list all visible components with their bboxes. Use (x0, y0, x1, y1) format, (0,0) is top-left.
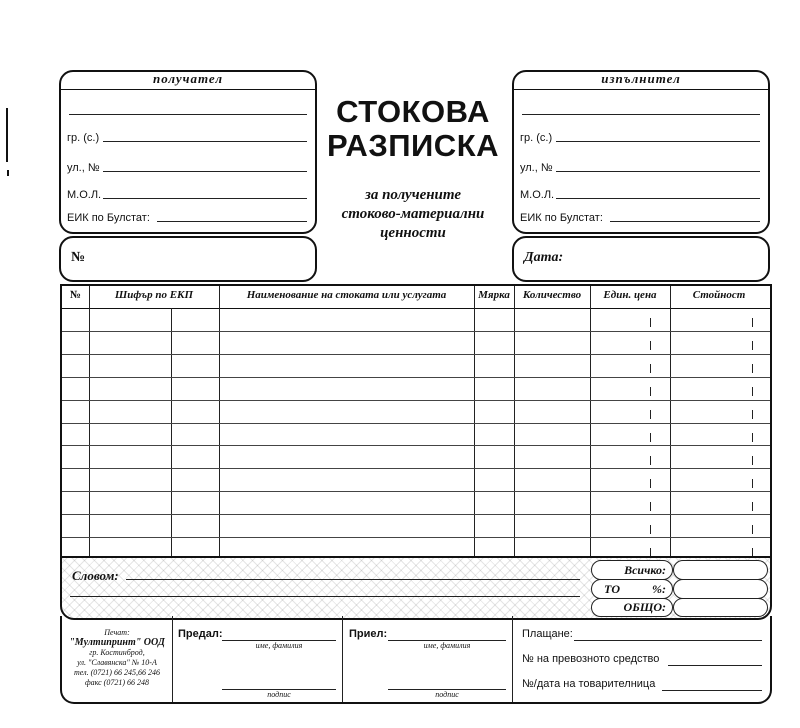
th-price: Един. цена (603, 289, 657, 301)
total-label-pill (591, 598, 673, 617)
receiver-eik-field[interactable] (67, 208, 307, 226)
table-row[interactable] (62, 445, 770, 468)
price-decimal-tick (650, 502, 651, 511)
price-decimal-tick (650, 479, 651, 488)
handed-name-caption: име, фамилия (255, 641, 303, 650)
table-row[interactable] (62, 308, 770, 331)
value-decimal-tick (752, 479, 753, 488)
supplier-eik-label: ЕИК по Булстат: (520, 212, 603, 224)
imprint-line4: ул. "Славянска" № 10-А (77, 658, 157, 667)
table-row[interactable] (62, 491, 770, 514)
value-decimal-tick (752, 387, 753, 396)
supplier-street-label: ул., № (520, 162, 553, 174)
bottom-divider (172, 616, 173, 702)
receiver-name-line[interactable] (69, 114, 307, 115)
price-decimal-tick (650, 410, 651, 419)
supplier-street-field[interactable] (520, 158, 760, 176)
vat-percent: %: (652, 582, 666, 596)
imprint-line3: гр. Костинброд, (89, 648, 145, 657)
th-unit: Мярка (478, 289, 510, 301)
table-row[interactable] (62, 423, 770, 446)
binding-mark-dot (7, 170, 9, 176)
supplier-eik-field[interactable] (520, 208, 760, 226)
document-title-line1: СТОКОВА (336, 94, 490, 129)
value-decimal-tick (752, 502, 753, 511)
receiver-title: получател (152, 71, 224, 86)
vat-value-cell[interactable] (673, 579, 768, 599)
table-row[interactable] (62, 514, 770, 537)
vat-label-pill (591, 579, 673, 599)
all-label-pill (591, 560, 673, 580)
supplier-box (512, 70, 770, 234)
receiver-title-rule (61, 89, 315, 90)
supplier-city-label: гр. (с.) (520, 132, 553, 144)
imprint-line1: Печат: (104, 628, 130, 637)
receiver-street-field[interactable] (67, 158, 307, 176)
value-decimal-tick (752, 318, 753, 327)
value-decimal-tick (752, 433, 753, 442)
receiver-box (59, 70, 317, 234)
payment-label: Плащане: (522, 628, 573, 640)
number-box[interactable] (59, 236, 317, 282)
vehicle-line[interactable] (668, 665, 762, 666)
bottom-divider (342, 616, 343, 702)
price-decimal-tick (650, 525, 651, 534)
vat-label: ТО (604, 582, 620, 596)
imprint-line5: тел. (0721) 66 245,66 246 (74, 668, 160, 677)
table-row[interactable] (62, 400, 770, 423)
document-subtitle-line3: ценности (380, 225, 446, 241)
binding-mark (6, 108, 8, 162)
totals-band (60, 556, 772, 620)
document-subtitle-line1: за получените (364, 187, 462, 203)
table-row[interactable] (62, 354, 770, 377)
supplier-city-field[interactable] (520, 128, 760, 146)
date-box[interactable] (512, 236, 770, 282)
receiver-city-label: гр. (с.) (67, 132, 100, 144)
supplier-mol-label: М.О.Л. (520, 189, 555, 201)
supplier-title-rule (514, 89, 768, 90)
price-decimal-tick (650, 433, 651, 442)
receiver-city-field[interactable] (67, 128, 307, 146)
value-decimal-tick (752, 525, 753, 534)
th-value: Стойност (692, 289, 746, 301)
value-decimal-tick (752, 341, 753, 350)
document-title-line2: РАЗПИСКА (326, 128, 500, 163)
payment-line[interactable] (574, 640, 762, 641)
in-words-line-2[interactable] (70, 596, 580, 597)
receiver-mol-field[interactable] (67, 185, 307, 203)
th-no: № (69, 289, 82, 301)
price-decimal-tick (650, 456, 651, 465)
table-row[interactable] (62, 331, 770, 354)
received-name-caption: име, фамилия (423, 641, 471, 650)
supplier-title: изпълнител (601, 71, 681, 86)
total-label: ОБЩО: (623, 600, 666, 614)
supplier-mol-field[interactable] (520, 185, 760, 203)
all-value-cell[interactable] (673, 560, 768, 580)
imprint-line2: "Мултипринт" ООД (69, 637, 165, 648)
received-signature-caption: подпис (435, 690, 459, 699)
price-decimal-tick (650, 364, 651, 373)
value-decimal-tick (752, 364, 753, 373)
th-name: Наименование на стоката или услугата (246, 289, 447, 301)
receiver-street-label: ул., № (67, 162, 100, 174)
imprint-line6: факс (0721) 66 248 (85, 678, 149, 687)
vehicle-label: № на превозното средство (522, 653, 660, 665)
table-row[interactable] (62, 468, 770, 491)
th-ekp: Шифър по ЕКП (114, 289, 194, 301)
all-label: Всичко: (624, 563, 666, 577)
items-table (60, 284, 772, 560)
value-decimal-tick (752, 410, 753, 419)
receiver-mol-label: М.О.Л. (67, 189, 102, 201)
number-label: № (71, 250, 86, 265)
bottom-divider (512, 616, 513, 702)
price-decimal-tick (650, 387, 651, 396)
table-row[interactable] (62, 377, 770, 400)
price-decimal-tick (650, 341, 651, 350)
received-label: Приел: (349, 628, 388, 640)
waybill-line[interactable] (662, 690, 762, 691)
date-label: Дата: (524, 250, 564, 265)
supplier-name-line[interactable] (522, 114, 760, 115)
th-qty: Количество (522, 289, 582, 301)
waybill-label: №/дата на товарителница (522, 678, 656, 690)
in-words-line-1[interactable] (126, 579, 580, 580)
document-subtitle-line2: стоково-материални (341, 206, 485, 222)
handed-label: Предал: (178, 628, 223, 640)
total-value-cell[interactable] (673, 598, 768, 617)
price-decimal-tick (650, 318, 651, 327)
bottom-section (60, 616, 772, 704)
in-words-label: Словом: (72, 568, 119, 583)
handed-signature-caption: подпис (267, 690, 291, 699)
value-decimal-tick (752, 456, 753, 465)
receiver-eik-label: ЕИК по Булстат: (67, 212, 150, 224)
printer-imprint (62, 628, 172, 688)
